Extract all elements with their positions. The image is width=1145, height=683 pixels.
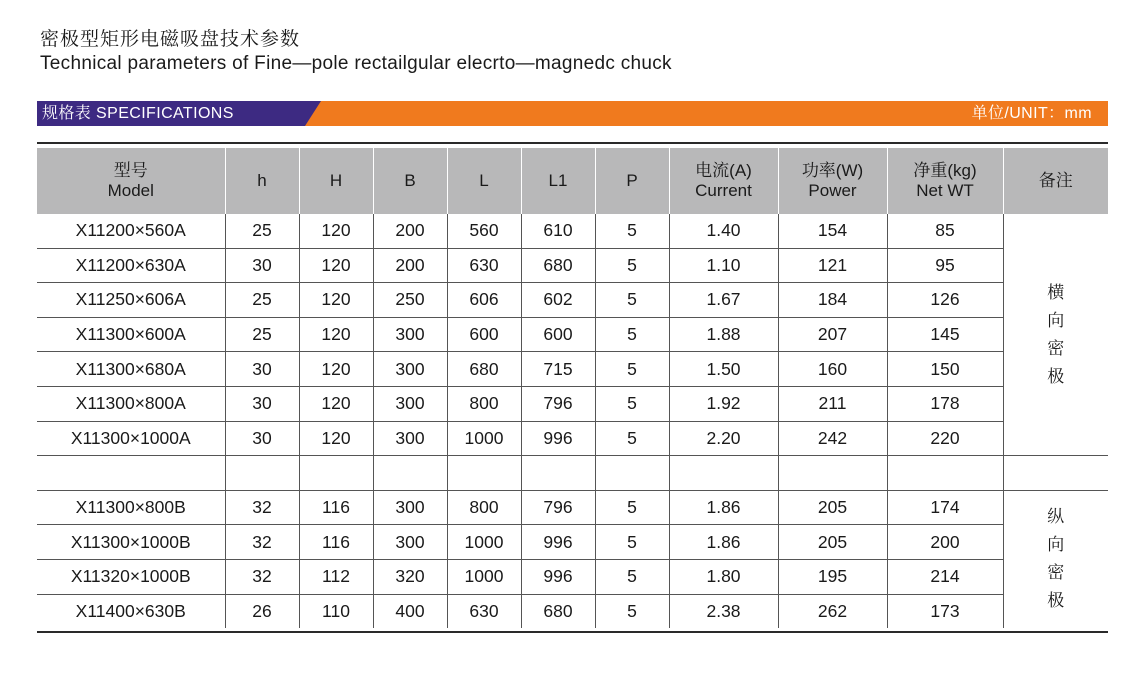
column-header-text: L (479, 171, 489, 190)
table-cell: 1000 (447, 559, 521, 594)
table-cell: 996 (521, 559, 595, 594)
table-cell: 32 (225, 559, 299, 594)
table-cell: 154 (778, 214, 887, 248)
table-cell: 110 (299, 594, 373, 628)
specifications-table (37, 148, 1108, 628)
table-cell: 5 (595, 559, 669, 594)
table-cell: 602 (521, 283, 595, 318)
table-cell: 400 (373, 594, 447, 628)
table-cell: 26 (225, 594, 299, 628)
title-english: Technical parameters of Fine—pole rectailgular elecrto—magnedc chuck (40, 53, 672, 74)
table-cell: 796 (521, 490, 595, 525)
remarks-char: 横 (1047, 282, 1065, 302)
table-cell: 606 (447, 283, 521, 318)
table-cell: 800 (447, 490, 521, 525)
table-cell: 5 (595, 352, 669, 387)
table-cell: 200 (373, 248, 447, 283)
table-cell: 85 (887, 214, 1003, 248)
empty-cell (595, 456, 669, 491)
column-header (887, 148, 1003, 214)
column-header-text: Power (808, 181, 857, 200)
table-cell: 220 (887, 421, 1003, 456)
column-header (778, 148, 887, 214)
table-cell: 715 (521, 352, 595, 387)
table-cell: X11300×800A (37, 386, 225, 421)
table-cell: 680 (521, 248, 595, 283)
column-header-text: H (329, 171, 343, 190)
table-cell: 250 (373, 283, 447, 318)
table-cell: 174 (887, 490, 1003, 525)
table-row (37, 594, 1108, 628)
table-cell: X11300×1000B (37, 525, 225, 560)
banner-wedge (305, 101, 321, 126)
empty-cell (447, 456, 521, 491)
table-top-rule (37, 142, 1108, 144)
table-cell: 120 (299, 214, 373, 248)
table-cell: 30 (225, 386, 299, 421)
separator-row (37, 456, 1108, 491)
table-cell: 1.40 (669, 214, 778, 248)
remarks-cell (1003, 490, 1108, 628)
table-row (37, 525, 1108, 560)
table-cell: 1.67 (669, 283, 778, 318)
banner-specifications-label: 规格表 SPECIFICATIONS (42, 105, 234, 122)
table-cell: 1.88 (669, 317, 778, 352)
table-cell: X11300×600A (37, 317, 225, 352)
table-cell: 145 (887, 317, 1003, 352)
column-header-text: h (257, 171, 267, 190)
table-row (37, 490, 1108, 525)
table-cell: 116 (299, 525, 373, 560)
table-cell: 200 (887, 525, 1003, 560)
table-cell: 211 (778, 386, 887, 421)
table-cell: 173 (887, 594, 1003, 628)
empty-cell (521, 456, 595, 491)
column-header-text: Net WT (916, 181, 974, 200)
table-cell: 800 (447, 386, 521, 421)
table-cell: 5 (595, 214, 669, 248)
specifications-banner (37, 101, 1108, 126)
table-cell: 300 (373, 317, 447, 352)
remarks-char: 向 (1047, 310, 1065, 330)
table-cell: 120 (299, 248, 373, 283)
table-row (37, 386, 1108, 421)
table-cell: 32 (225, 490, 299, 525)
column-header-text: 净重(kg) (913, 161, 977, 180)
table-cell: 630 (447, 248, 521, 283)
table-cell: 214 (887, 559, 1003, 594)
table-cell: 1.80 (669, 559, 778, 594)
table-row (37, 214, 1108, 248)
table-cell: 300 (373, 352, 447, 387)
table-cell: 195 (778, 559, 887, 594)
column-header (37, 148, 225, 214)
remarks-cell (1003, 214, 1108, 456)
table-cell: 610 (521, 214, 595, 248)
column-header (299, 148, 373, 214)
table-cell: 150 (887, 352, 1003, 387)
table-cell: 121 (778, 248, 887, 283)
table-row (37, 248, 1108, 283)
table-cell: 1.92 (669, 386, 778, 421)
table-cell: 262 (778, 594, 887, 628)
table-cell: 996 (521, 421, 595, 456)
table-cell: 184 (778, 283, 887, 318)
table-cell: 126 (887, 283, 1003, 318)
table-row (37, 352, 1108, 387)
table-cell: 205 (778, 490, 887, 525)
table-cell: 120 (299, 317, 373, 352)
table-cell: 32 (225, 525, 299, 560)
table-row (37, 283, 1108, 318)
column-header-text: L1 (548, 171, 568, 190)
remarks-char: 纵 (1047, 507, 1065, 527)
column-header-text: 功率(W) (801, 161, 864, 180)
table-cell: 5 (595, 317, 669, 352)
table-cell: 1.86 (669, 490, 778, 525)
table-cell: X11200×560A (75, 220, 186, 241)
table-cell: 5 (595, 525, 669, 560)
table-row (37, 317, 1108, 352)
table-cell: 1.50 (669, 352, 778, 387)
table-cell: 600 (521, 317, 595, 352)
table-cell: X11320×1000B (37, 559, 225, 594)
table-cell: 207 (778, 317, 887, 352)
table-cell: 120 (299, 386, 373, 421)
table-cell: 30 (225, 421, 299, 456)
remarks-char: 密 (1047, 338, 1065, 358)
table-cell: 5 (595, 283, 669, 318)
table-cell: 600 (447, 317, 521, 352)
column-header-text: B (404, 171, 416, 190)
table-cell: X11300×680A (37, 352, 225, 387)
remarks-char: 密 (1047, 563, 1065, 583)
column-header-text: Model (107, 181, 154, 200)
table-cell: 112 (299, 559, 373, 594)
column-header-text: Current (695, 181, 752, 200)
table-cell: 200 (373, 214, 447, 248)
table-cell: 2.20 (669, 421, 778, 456)
table-cell: 1.10 (669, 248, 778, 283)
table-cell: 5 (595, 248, 669, 283)
table-cell: 300 (373, 386, 447, 421)
table-cell: X11200×630A (37, 248, 225, 283)
remarks-char: 向 (1047, 535, 1065, 555)
table-cell: 30 (225, 248, 299, 283)
table-cell: 116 (299, 490, 373, 525)
table-bottom-rule (37, 631, 1108, 633)
table-cell: X11300×800B (37, 490, 225, 525)
table-cell: 630 (447, 594, 521, 628)
empty-cell (669, 456, 778, 491)
table-cell: 320 (373, 559, 447, 594)
table-cell: 300 (373, 490, 447, 525)
table-header-row (37, 148, 1108, 214)
empty-cell (887, 456, 1003, 491)
table-cell: X11250×606A (37, 283, 225, 318)
empty-cell (225, 456, 299, 491)
table-cell: 1000 (447, 421, 521, 456)
table-cell: X11300×1000A (37, 421, 225, 456)
remarks-char: 极 (1047, 366, 1065, 386)
column-header-text: P (626, 171, 638, 190)
table-cell: 120 (299, 283, 373, 318)
table-cell: 5 (595, 490, 669, 525)
column-header (447, 148, 521, 214)
empty-cell (37, 456, 225, 491)
table-cell: 95 (887, 248, 1003, 283)
column-header-text: 电流(A) (695, 161, 752, 180)
table-cell: X11400×630B (37, 594, 225, 628)
table-cell: 560 (447, 214, 521, 248)
banner-unit-label: 单位/UNIT：mm (971, 105, 1092, 122)
table-cell: 25 (225, 283, 299, 318)
table-row (37, 559, 1108, 594)
empty-cell (299, 456, 373, 491)
table-cell: 996 (521, 525, 595, 560)
empty-cell (1003, 456, 1108, 491)
column-header (669, 148, 778, 214)
table-cell: 796 (521, 386, 595, 421)
table-cell: 120 (299, 421, 373, 456)
table-cell: 1.86 (669, 525, 778, 560)
table-cell: 25 (225, 214, 299, 248)
table-cell: 5 (595, 421, 669, 456)
table-cell: 300 (373, 525, 447, 560)
empty-cell (778, 456, 887, 491)
column-header (521, 148, 595, 214)
table-cell: 160 (778, 352, 887, 387)
column-header (595, 148, 669, 214)
title-chinese: 密极型矩形电磁吸盘技术参数 (40, 29, 301, 50)
table-cell: 300 (373, 421, 447, 456)
table-body (37, 214, 1108, 628)
table-cell: 680 (447, 352, 521, 387)
table-cell: 5 (595, 386, 669, 421)
column-header (1003, 148, 1108, 214)
column-header-text: 备注 (1038, 171, 1073, 190)
table-cell: 30 (225, 352, 299, 387)
table-cell: 5 (595, 594, 669, 628)
table-cell: 205 (778, 525, 887, 560)
remarks-char: 极 (1047, 591, 1065, 611)
table-cell: 1000 (447, 525, 521, 560)
column-header-text: 型号 (113, 161, 148, 180)
column-header (225, 148, 299, 214)
table-cell: 178 (887, 386, 1003, 421)
empty-cell (373, 456, 447, 491)
table-cell: 25 (225, 317, 299, 352)
table-cell: 2.38 (669, 594, 778, 628)
table-row (37, 421, 1108, 456)
column-header (373, 148, 447, 214)
table-cell: 120 (299, 352, 373, 387)
table-cell: 680 (521, 594, 595, 628)
table-cell: 242 (778, 421, 887, 456)
